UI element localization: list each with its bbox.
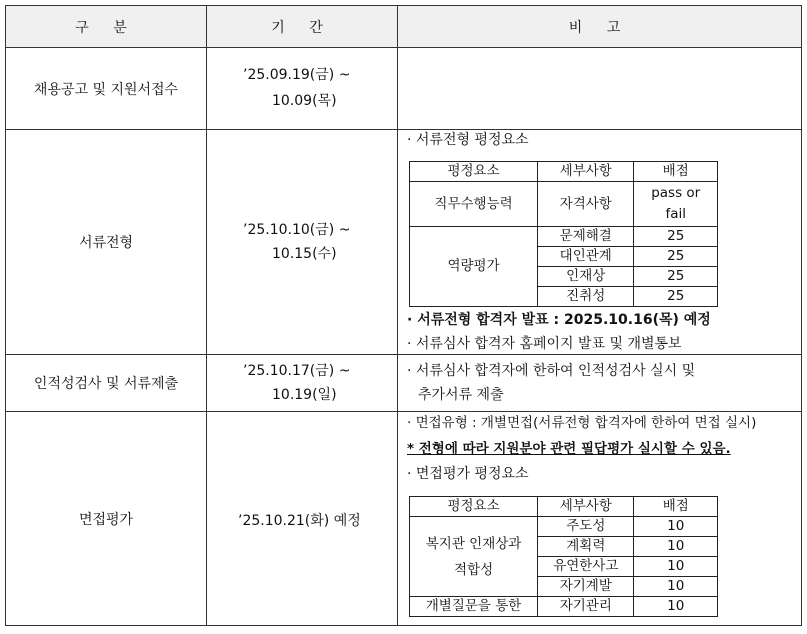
- int-table-detail: 유연한사고: [538, 557, 634, 577]
- doc-table-detail: 진취성: [538, 287, 634, 307]
- row2-period-line1: ’25.10.10(금) ~: [243, 222, 351, 238]
- row1-period-line2: 10.09(목): [272, 93, 337, 109]
- header-remarks: 비 고: [568, 19, 631, 36]
- row2-note-notice: · 서류심사 합격자 홈페이지 발표 및 개별통보: [407, 336, 682, 352]
- header-category: 구 분: [75, 19, 137, 36]
- row3-category: 인적성검사 및 서류제출: [33, 376, 179, 392]
- doc-table-score: 25: [634, 287, 718, 307]
- doc-table-score-passfail-line1: pass or: [651, 185, 701, 201]
- row2-category: 서류전형: [78, 235, 134, 251]
- doc-table-detail-qualification: 자격사항: [538, 182, 634, 227]
- doc-table-factor-competency: 직무수행능력: [410, 182, 538, 227]
- row3-note-line2: 추가서류 제출: [418, 387, 504, 403]
- grid-line: [206, 5, 207, 626]
- grid-line: [5, 625, 802, 626]
- int-table-score: 10: [634, 597, 718, 617]
- row4-category: 면접평가: [78, 511, 134, 528]
- doc-table-header-score: 배점: [634, 162, 718, 182]
- doc-table-detail: 문제해결: [538, 227, 634, 247]
- doc-table-score-passfail-line2: fail: [665, 206, 686, 222]
- doc-table-detail: 인재상: [538, 267, 634, 287]
- row4-note-type: · 면접유형 : 개별면접(서류전형 합격자에 한하여 면접 실시): [407, 415, 757, 431]
- row3-period-line2: 10.19(일): [272, 387, 337, 403]
- row2-note-result: · 서류전형 합격자 발표 : 2025.10.16(목) 예정: [407, 312, 711, 328]
- row1-category: 채용공고 및 지원서접수: [33, 81, 179, 98]
- int-table-header-score: 배점: [634, 497, 718, 517]
- row4-note-warning: * 전형에 따라 지원분야 관련 필답평가 실시할 수 있음.: [407, 441, 731, 457]
- int-table-detail: 계획력: [538, 537, 634, 557]
- int-table-detail: 자기계발: [538, 577, 634, 597]
- int-table-score: 10: [634, 557, 718, 577]
- int-table-detail: 주도성: [538, 517, 634, 537]
- int-table-factor-fit-line2: 적합성: [454, 561, 494, 578]
- int-table-factor-fit-line1: 복지관 인재상과: [425, 535, 522, 552]
- header-period: 기 간: [271, 19, 333, 36]
- doc-table-score: 25: [634, 227, 718, 247]
- doc-table-header-factor: 평정요소: [410, 162, 538, 182]
- grid-line: [801, 5, 802, 626]
- int-table-score: 10: [634, 517, 718, 537]
- row3-note-line1: · 서류심사 합격자에 한하여 인적성검사 실시 및: [407, 363, 696, 379]
- int-table-factor-personal: 개별질문을 통한: [410, 597, 538, 617]
- interview-score-table: [409, 496, 718, 617]
- grid-line: [397, 5, 398, 626]
- int-table-factor-fit: [410, 517, 538, 597]
- int-table-header-factor: 평정요소: [410, 497, 538, 517]
- row2-note-title: · 서류전형 평정요소: [407, 132, 529, 148]
- doc-table-header-detail: 세부사항: [538, 162, 634, 182]
- document-score-table: [409, 161, 718, 307]
- doc-table-score: 25: [634, 267, 718, 287]
- row1-period-line1: ’25.09.19(금) ~: [243, 67, 351, 83]
- int-table-score: 10: [634, 537, 718, 557]
- row2-period-line2: 10.15(수): [272, 246, 337, 262]
- doc-table-score-passfail: [634, 182, 718, 227]
- row3-period-line1: ’25.10.17(금) ~: [243, 363, 351, 379]
- int-table-header-detail: 세부사항: [538, 497, 634, 517]
- int-table-score: 10: [634, 577, 718, 597]
- row4-note-title: · 면접평가 평정요소: [407, 466, 529, 482]
- doc-table-score: 25: [634, 247, 718, 267]
- doc-table-detail: 대인관계: [538, 247, 634, 267]
- int-table-detail: 자기관리: [538, 597, 634, 617]
- row4-period: ’25.10.21(화) 예정: [238, 513, 361, 529]
- doc-table-factor-capability: 역량평가: [410, 227, 538, 307]
